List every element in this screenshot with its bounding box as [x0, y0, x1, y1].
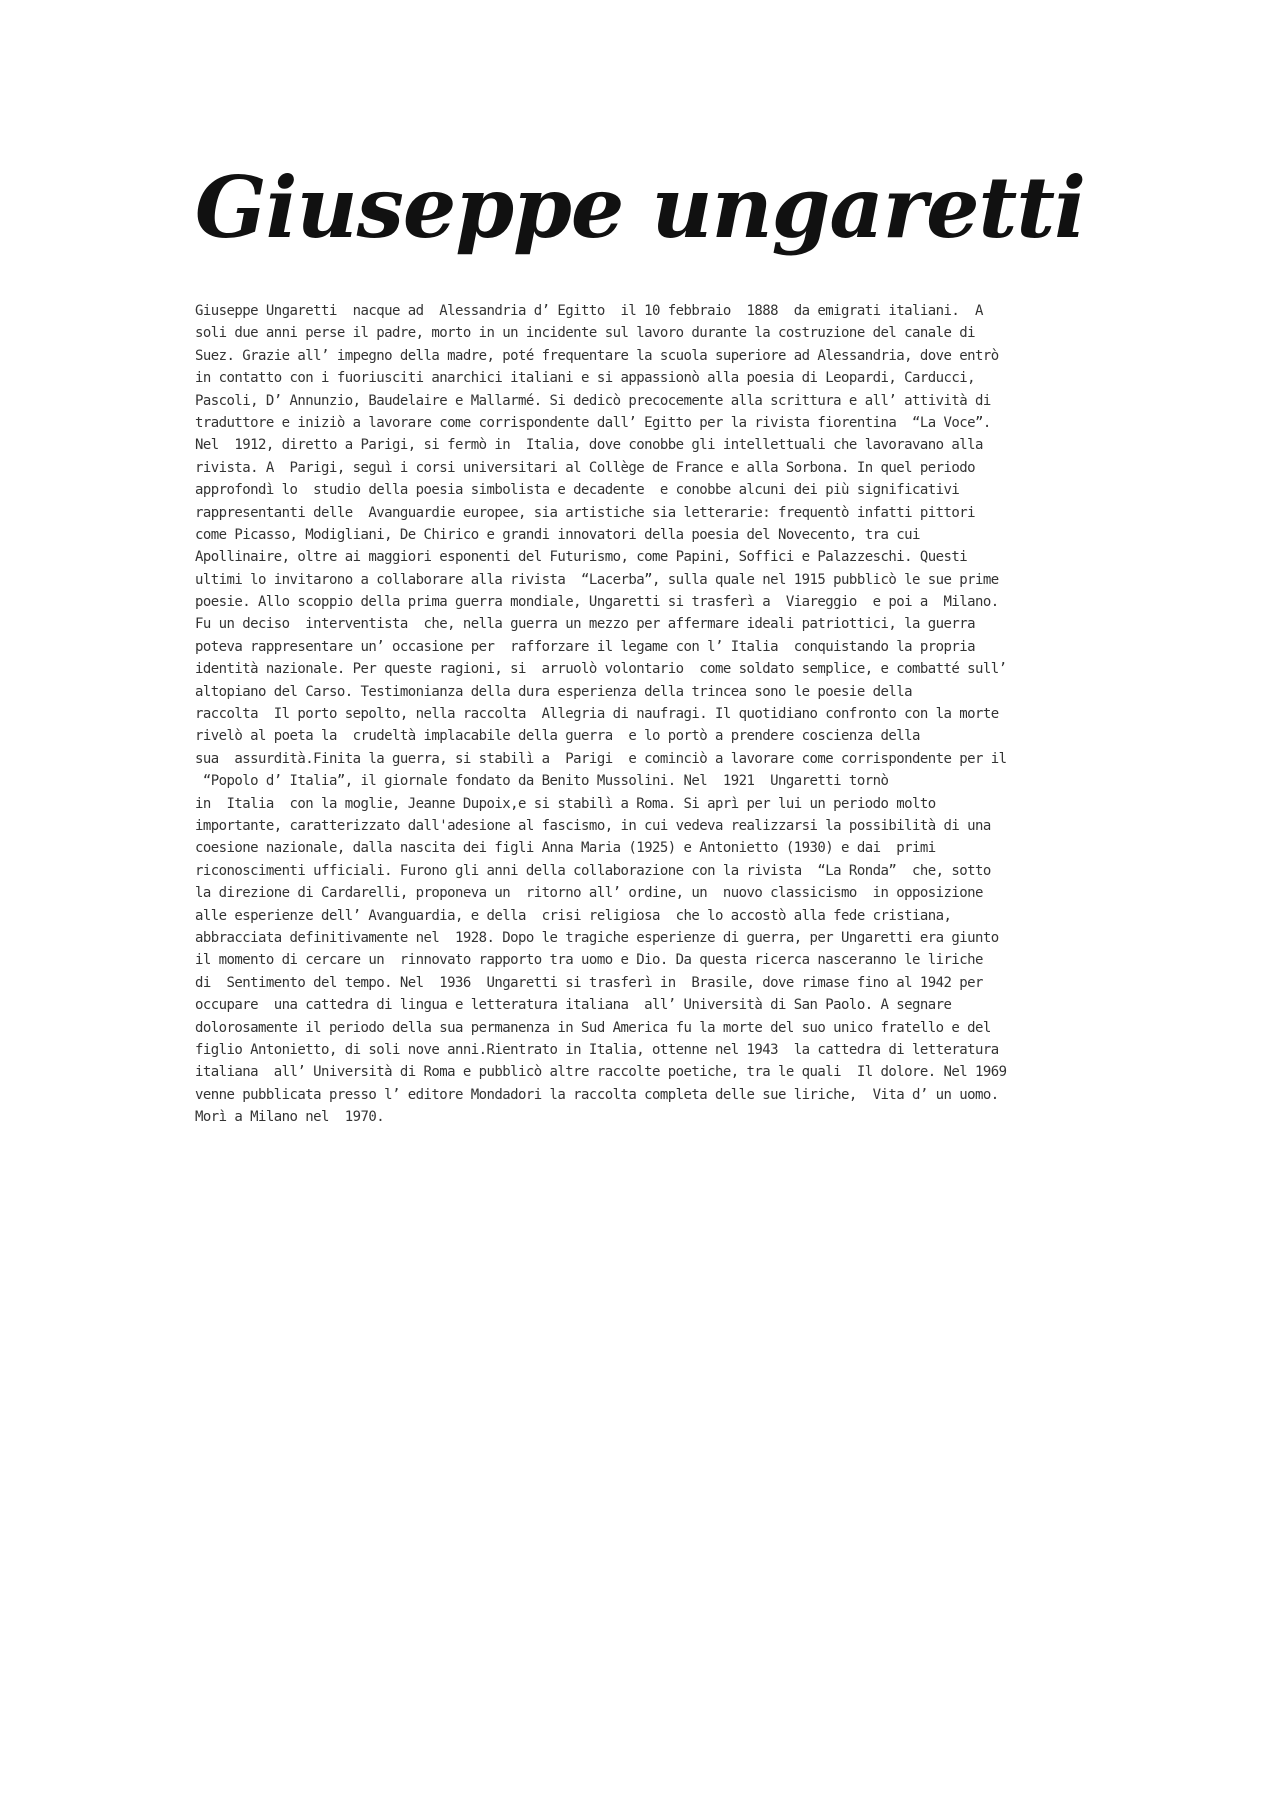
text-line: in Italia con la moglie, Jeanne Dupoix,e si stabilì a Roma. Si aprì per lui un periodo molto — [195, 795, 936, 812]
text-line: ultimi lo invitarono a collaborare alla rivista “Lacerba”, sulla quale nel 1915 pubblicò le sue prime — [195, 571, 999, 588]
text-line: Nel 1912, diretto a Parigi, si fermò in Italia, dove conobbe gli intellettuali che lavoravano alla — [195, 437, 983, 454]
text-line: altopiano del Carso. Testimonianza della dura esperienza della trincea sono le poesie della — [195, 683, 912, 700]
text-line: abbracciata definitivamente nel 1928. Dopo le tragiche esperienze di guerra, per Ungaretti era giunto — [195, 929, 999, 946]
text-line: Giuseppe Ungaretti nacque ad Alessandria d’ Egitto il 10 febbraio 1888 da emigrati italiani. A — [195, 303, 983, 319]
text-line: come Picasso, Modigliani, De Chirico e grandi innovatori della poesia del Novecento, tra cui — [195, 526, 920, 543]
text-line: soli due anni perse il padre, morto in un incidente sul lavoro durante la costruzione del canale di — [195, 325, 975, 342]
text-line: in contatto con i fuoriusciti anarchici italiani e si appassionò alla poesia di Leopardi, Carducci, — [195, 370, 975, 387]
text-line: rappresentanti delle Avanguardie europee, sia artistiche sia letterarie: frequentò infatti pittori — [195, 504, 975, 521]
biography-text — [195, 300, 1095, 1128]
text-line: la direzione di Cardarelli, proponeva un ritorno all’ ordine, un nuovo classicismo in opposizione — [195, 885, 983, 902]
text-line: figlio Antonietto, di soli nove anni.Rientrato in Italia, ottenne nel 1943 la cattedra di letteratura — [195, 1041, 999, 1058]
text-line: Morì a Milano nel 1970. — [195, 1109, 385, 1126]
text-line: raccolta Il porto sepolto, nella raccolta Allegria di naufragi. Il quotidiano confronto con la morte — [195, 706, 999, 723]
text-line: traduttore e iniziò a lavorare come corrispondente dall’ Egitto per la rivista fiorentina “La Voce”. — [195, 414, 991, 431]
text-line: poesie. Allo scoppio della prima guerra mondiale, Ungaretti si trasferì a Viareggio e poi a Milano. — [195, 594, 999, 611]
text-line: venne pubblicata presso l’ editore Mondadori la raccolta completa delle sue liriche, Vita d’ un uomo. — [195, 1086, 999, 1103]
text-line: occupare una cattedra di lingua e letteratura italiana all’ Università di San Paolo. A segnare — [195, 997, 952, 1014]
text-line: Fu un deciso interventista che, nella guerra un mezzo per affermare ideali patriottici, la guerra — [195, 616, 975, 633]
text-line: rivelò al poeta la crudeltà implacabile della guerra e lo portò a prendere coscienza della — [195, 728, 920, 745]
text-line: sua assurdità.Finita la guerra, si stabilì a Parigi e cominciò a lavorare come corrispondente per il — [195, 750, 1007, 767]
text-line: poteva rappresentare un’ occasione per rafforzare il legame con l’ Italia conquistando la propria — [195, 638, 975, 655]
text-line: dolorosamente il periodo della sua permanenza in Sud America fu la morte del suo unico fratello e del — [195, 1019, 991, 1036]
text-line: Apollinaire, oltre ai maggiori esponenti del Futurismo, come Papini, Soffici e Palazzeschi. Questi — [195, 549, 968, 566]
text-line: “Popolo d’ Italia”, il giornale fondato da Benito Mussolini. Nel 1921 Ungaretti tornò — [195, 773, 889, 790]
text-line: coesione nazionale, dalla nascita dei figli Anna Maria (1925) e Antonietto (1930) e dai primi — [195, 840, 936, 857]
text-line: di Sentimento del tempo. Nel 1936 Ungaretti si trasferì in Brasile, dove rimase fino al 1942 per — [195, 974, 983, 991]
text-line: identità nazionale. Per queste ragioni, si arruolò volontario come soldato semplice, e combatté sull’ — [195, 661, 1007, 678]
text-line: il momento di cercare un rinnovato rapporto tra uomo e Dio. Da questa ricerca nasceranno le liriche — [195, 952, 983, 969]
text-line: Pascoli, D’ Annunzio, Baudelaire e Mallarmé. Si dedicò precocemente alla scrittura e all’ attività di — [195, 392, 991, 409]
text-line: italiana all’ Università di Roma e pubblicò altre raccolte poetiche, tra le quali Il dolore. Nel 1969 — [195, 1064, 1007, 1081]
text-line: approfondì lo studio della poesia simbolista e decadente e conobbe alcuni dei più significativi — [195, 482, 960, 499]
text-line: rivista. A Parigi, seguì i corsi universitari al Collège de France e alla Sorbona. In quel periodo — [195, 459, 975, 476]
text-line: importante, caratterizzato dall'adesione al fascismo, in cui vedeva realizzarsi la possibilità di una — [195, 817, 991, 834]
document-title: Giuseppe ungaretti — [194, 158, 1086, 257]
text-line: alle esperienze dell’ Avanguardia, e della crisi religiosa che lo accostò alla fede cristiana, — [195, 907, 952, 924]
text-line: riconoscimenti ufficiali. Furono gli anni della collaborazione con la rivista “La Ronda” che, sotto — [195, 862, 991, 879]
text-line: Suez. Grazie all’ impegno della madre, poté frequentare la scuola superiore ad Alessandria, dove entrò — [195, 347, 999, 364]
